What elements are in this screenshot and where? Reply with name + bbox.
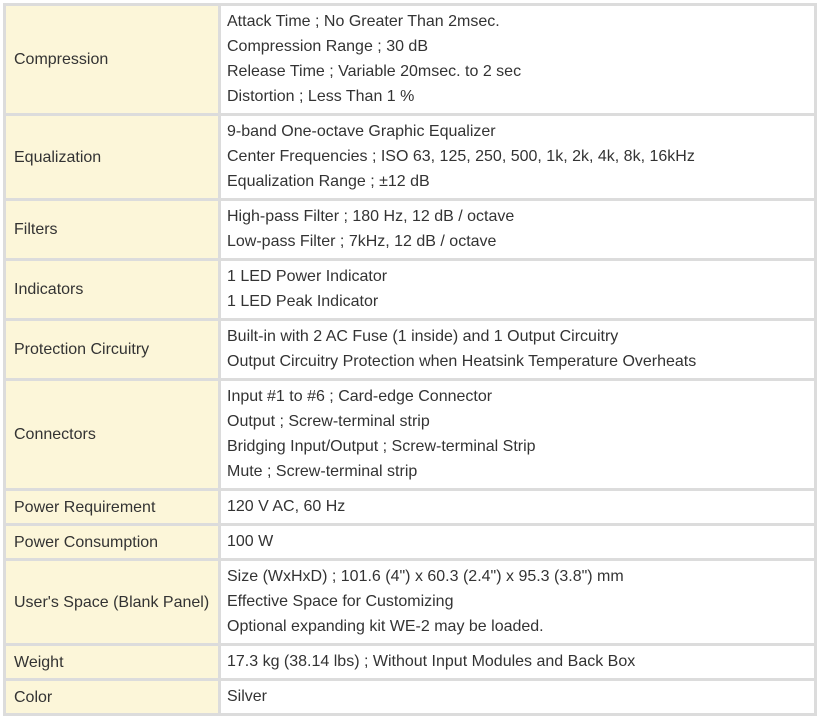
value-line: Equalization Range ; ±12 dB — [227, 173, 430, 190]
value-line: Output Circuitry Protection when Heatsink Temperature Overheats — [227, 353, 697, 370]
value-line: Silver — [227, 688, 268, 705]
row-value — [221, 261, 817, 321]
table-row — [3, 561, 817, 646]
table-row — [3, 3, 817, 116]
row-label: Power Consumption — [3, 526, 221, 561]
row-label: Equalization — [3, 116, 221, 201]
table-row — [3, 646, 817, 681]
value-line: Built-in with 2 AC Fuse (1 inside) and 1 Output Circuitry — [227, 328, 619, 345]
value-line: Compression Range ; 30 dB — [227, 38, 428, 55]
row-value — [221, 681, 817, 716]
value-line: Size (WxHxD) ; 101.6 (4") x 60.3 (2.4") x 95.3 (3.8") mm — [227, 568, 624, 585]
value-line: Distortion ; Less Than 1 % — [227, 88, 415, 105]
table-row — [3, 116, 817, 201]
value-line: 9-band One-octave Graphic Equalizer — [227, 123, 496, 140]
row-value — [221, 201, 817, 261]
value-line: 100 W — [227, 533, 274, 550]
row-label: Connectors — [3, 381, 221, 491]
row-label: Compression — [3, 3, 221, 116]
row-label: Weight — [3, 646, 221, 681]
row-label: Protection Circuitry — [3, 321, 221, 381]
row-label: Power Requirement — [3, 491, 221, 526]
value-line: 17.3 kg (38.14 lbs) ; Without Input Modules and Back Box — [227, 653, 636, 670]
row-label: Color — [3, 681, 221, 716]
value-line: High-pass Filter ; 180 Hz, 12 dB / octave — [227, 208, 515, 225]
value-line: Bridging Input/Output ; Screw-terminal Strip — [227, 438, 536, 455]
row-value — [221, 491, 817, 526]
row-label: User's Space (Blank Panel) — [3, 561, 221, 646]
value-line: Optional expanding kit WE-2 may be loaded. — [227, 618, 544, 635]
table-row — [3, 201, 817, 261]
row-value — [221, 381, 817, 491]
row-label: Filters — [3, 201, 221, 261]
row-value — [221, 646, 817, 681]
row-value — [221, 116, 817, 201]
spec-table — [3, 3, 817, 716]
row-value — [221, 526, 817, 561]
value-line: Center Frequencies ; ISO 63, 125, 250, 500, 1k, 2k, 4k, 8k, 16kHz — [227, 148, 695, 165]
value-line: Input #1 to #6 ; Card-edge Connector — [227, 388, 493, 405]
value-line: Mute ; Screw-terminal strip — [227, 463, 418, 480]
value-line: Effective Space for Customizing — [227, 593, 454, 610]
table-row — [3, 681, 817, 716]
table-row — [3, 381, 817, 491]
value-line: Output ; Screw-terminal strip — [227, 413, 430, 430]
value-line: 120 V AC, 60 Hz — [227, 498, 346, 515]
table-row — [3, 321, 817, 381]
value-line: Attack Time ; No Greater Than 2msec. — [227, 13, 500, 30]
row-value — [221, 561, 817, 646]
table-row — [3, 526, 817, 561]
row-value — [221, 321, 817, 381]
value-line: Low-pass Filter ; 7kHz, 12 dB / octave — [227, 233, 497, 250]
value-line: 1 LED Power Indicator — [227, 268, 388, 285]
value-line: 1 LED Peak Indicator — [227, 293, 379, 310]
value-line: Release Time ; Variable 20msec. to 2 sec — [227, 63, 522, 80]
row-value — [221, 3, 817, 116]
table-row — [3, 491, 817, 526]
row-label: Indicators — [3, 261, 221, 321]
table-row — [3, 261, 817, 321]
